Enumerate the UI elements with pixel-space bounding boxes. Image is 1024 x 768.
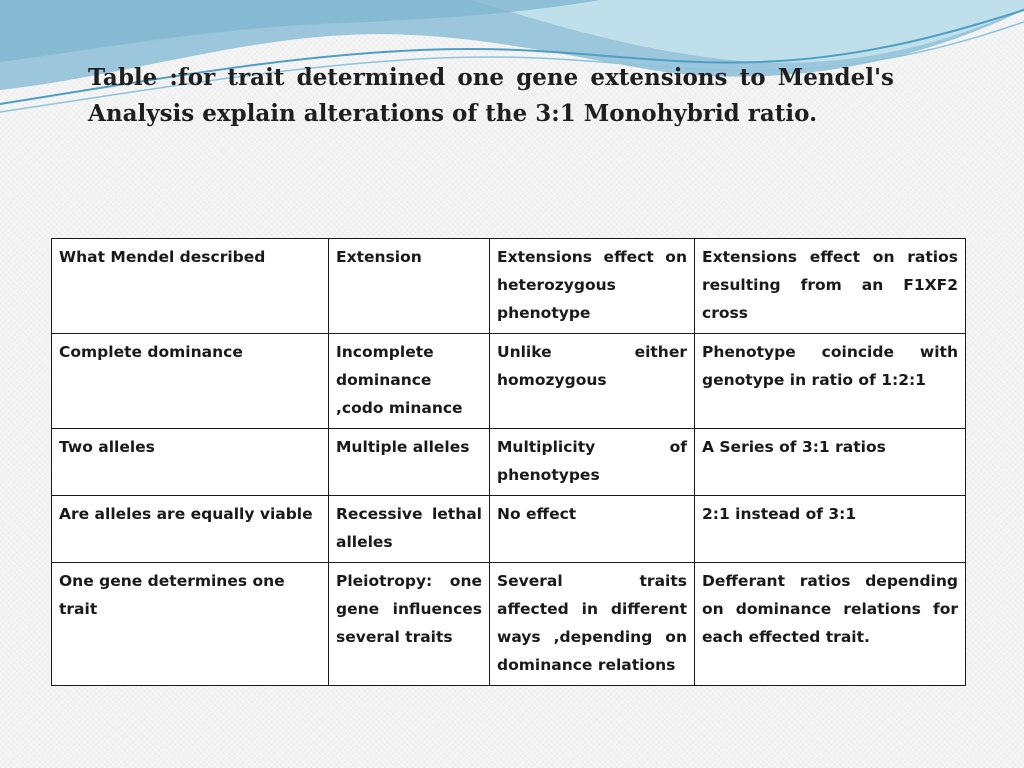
- table-cell: Unlike either homozygous: [490, 334, 695, 429]
- table-row: [52, 334, 966, 429]
- header-cell: Extension: [329, 239, 490, 334]
- mendel-extensions-table: [51, 238, 966, 686]
- table-cell: One gene determines one trait: [52, 563, 329, 686]
- page-title: Table :for trait determined one gene extensions to Mendel's Analysis explain alterations of the 3:1 Monohybrid ratio.: [88, 64, 894, 127]
- table-cell: Multiplicity of phenotypes: [490, 429, 695, 496]
- table-cell: Complete dominance: [52, 334, 329, 429]
- table-row: [52, 496, 966, 563]
- table-cell: Incomplete dominance ,codo minance: [329, 334, 490, 429]
- header-cell: Extensions effect on heterozygous phenotype: [490, 239, 695, 334]
- table-row: [52, 563, 966, 686]
- table-cell: Recessive lethal alleles: [329, 496, 490, 563]
- header-cell: What Mendel described: [52, 239, 329, 334]
- table-cell: Pleiotropy: one gene influences several traits: [329, 563, 490, 686]
- table-cell: 2:1 instead of 3:1: [695, 496, 966, 563]
- header-cell: Extensions effect on ratios resulting from an F1XF2 cross: [695, 239, 966, 334]
- table-cell: Several traits affected in different ways ,depending on dominance relations: [490, 563, 695, 686]
- table-cell: No effect: [490, 496, 695, 563]
- table-cell: Defferant ratios depending on dominance relations for each effected trait.: [695, 563, 966, 686]
- table-cell: A Series of 3:1 ratios: [695, 429, 966, 496]
- table-header-row: [52, 239, 966, 334]
- table-row: [52, 429, 966, 496]
- table-cell: Multiple alleles: [329, 429, 490, 496]
- table-cell: Two alleles: [52, 429, 329, 496]
- table-cell: Phenotype coincide with genotype in ratio of 1:2:1: [695, 334, 966, 429]
- table-cell: Are alleles are equally viable: [52, 496, 329, 563]
